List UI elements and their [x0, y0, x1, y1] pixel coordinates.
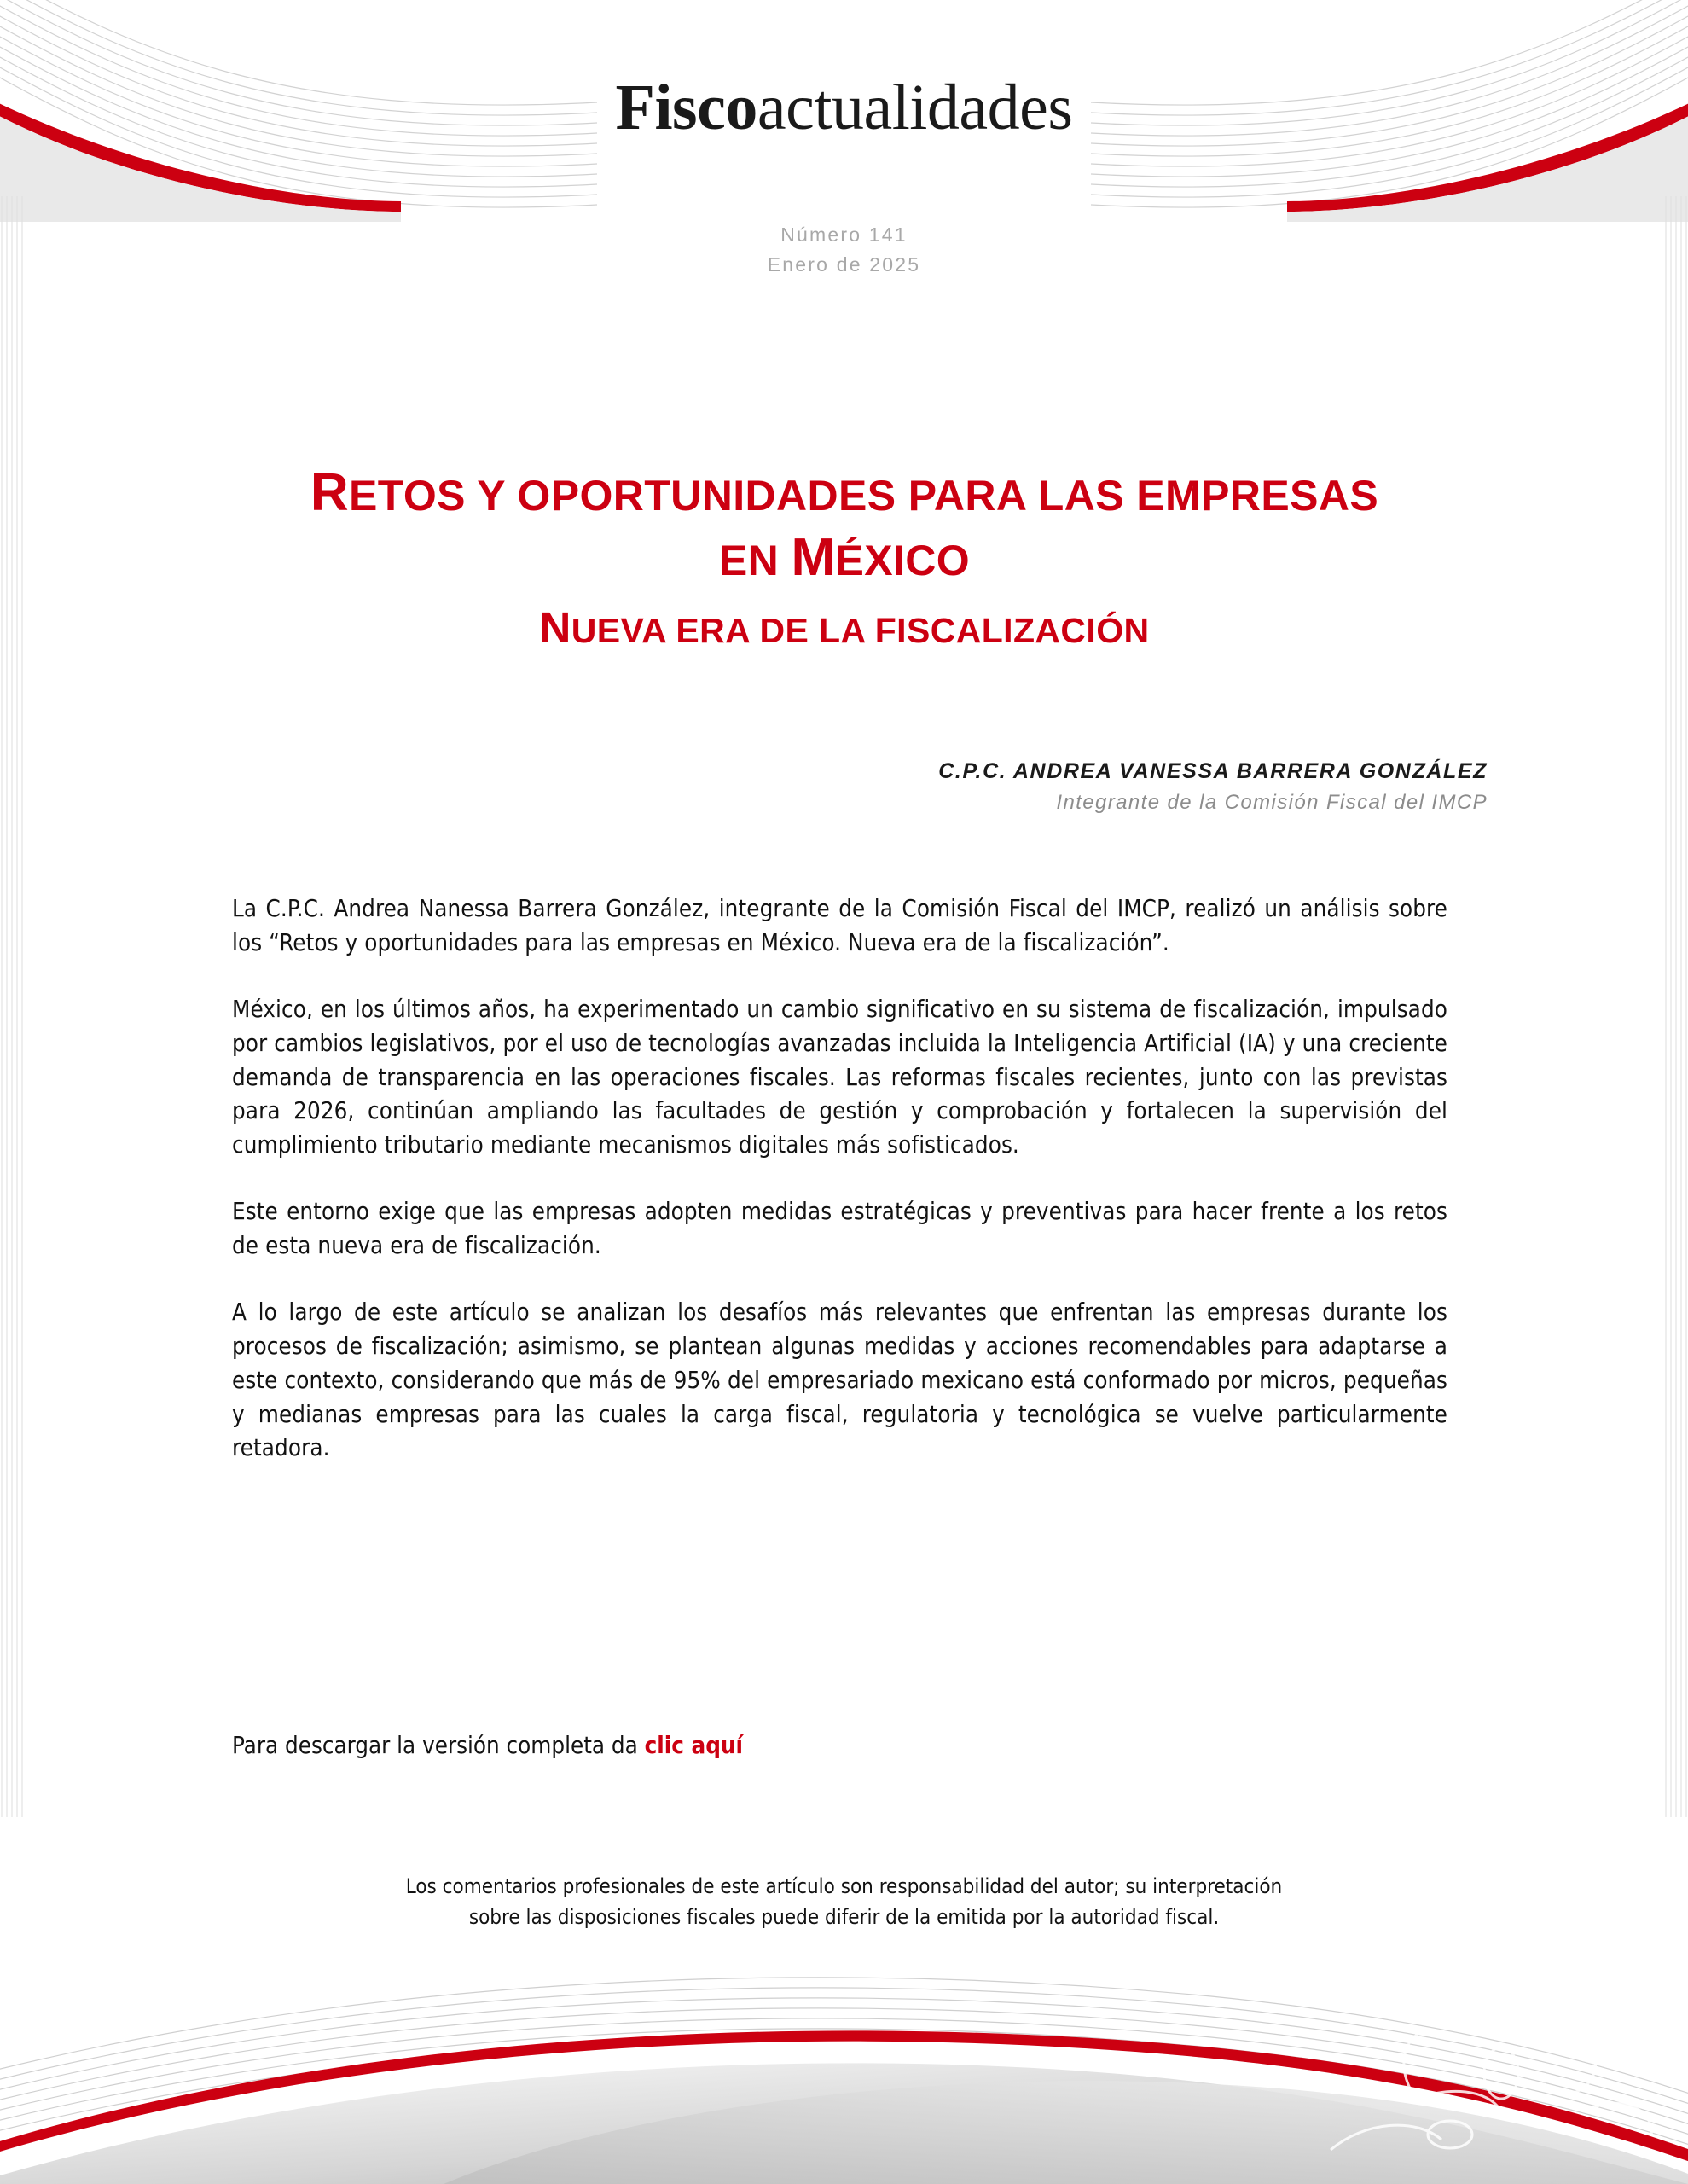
title-line-2-pre: EN — [718, 536, 792, 584]
disclaimer-line-2: sobre las disposiciones fiscales puede diferir de la emitida por la autoridad fiscal. — [468, 1905, 1220, 1929]
title-line-2 — [205, 526, 1484, 590]
publication-masthead — [0, 72, 1688, 143]
body-paragraph: La C.P.C. Andrea Nanessa Barrera González, integrante de la Comisión Fiscal del IMCP, realizó un análisis sobre los “Retos y oportunidades para las empresas en México. Nueva era de la fiscalización”. — [232, 895, 1447, 956]
issue-info — [0, 220, 1688, 279]
issue-number: Número 141 — [780, 224, 908, 246]
author-role: Integrante de la Comisión Fiscal del IMCP — [1056, 791, 1488, 814]
issue-date: Enero de 2025 — [767, 253, 921, 276]
download-line — [232, 1732, 1447, 1759]
body-paragraph: Este entorno exige que las empresas adopten medidas estratégicas y preventivas para hacer frente a los retos de esta nueva era de fiscalización. — [232, 1198, 1447, 1259]
disclaimer-line-1: Los comentarios profesionales de este artículo son responsabilidad del autor; su interpretación — [405, 1874, 1283, 1898]
left-edge-decoration — [0, 196, 34, 1817]
disclaimer — [0, 1871, 1688, 1932]
masthead-light: actualidades — [757, 72, 1073, 143]
article-title — [205, 461, 1484, 657]
title-line-1-rest: ETOS Y OPORTUNIDADES PARA LAS EMPRESAS — [349, 472, 1379, 520]
title-line-2-initial: M — [791, 527, 836, 587]
author-name: C.P.C. ANDREA VANESSA BARRERA GONZÁLEZ — [938, 759, 1488, 783]
title-line-1 — [205, 461, 1484, 526]
masthead-bold: Fisco — [615, 72, 757, 143]
subtitle-rest: UEVA ERA DE LA FISCALIZACIÓN — [571, 611, 1150, 651]
subtitle-initial: N — [539, 603, 571, 653]
article-subtitle — [205, 600, 1484, 656]
right-edge-decoration — [1654, 196, 1688, 1817]
body-paragraph: México, en los últimos años, ha experimentado un cambio significativo en su sistema de fiscalización, impulsado por cambios legislativos, por el uso de tecnologías avanzadas incluida la Inteligencia Artificial (IA) y una creciente demanda de transparencia en las operaciones fiscales. Las reformas fiscales recientes, junto con las previstas para 2026, continúan ampliando las facultades de gestión y comprobación y fortalecen la supervisión del cumplimiento tributario mediante mecanismos digitales más sofisticados. — [232, 995, 1447, 1159]
article-body — [232, 892, 1447, 1498]
body-paragraph: A lo largo de este artículo se analizan los desafíos más relevantes que enfrentan las empresas durante los procesos de fiscalización; asimismo, se plantean algunas medidas y acciones recomendables para adaptarse a este contexto, considerando que más de 95% del empresariado mexicano está conformado por micros, pequeñas y medianas empresas para las cuales la carga fiscal, regulatoria y tecnológica se vuelve particularmente retadora. — [232, 1298, 1447, 1462]
title-line-2-rest: ÉXICO — [835, 536, 971, 584]
download-link[interactable]: clic aquí — [644, 1732, 744, 1759]
title-line-1-initial: R — [310, 463, 350, 522]
download-prefix: Para descargar la versión completa da — [232, 1732, 645, 1759]
author-block — [938, 759, 1488, 815]
